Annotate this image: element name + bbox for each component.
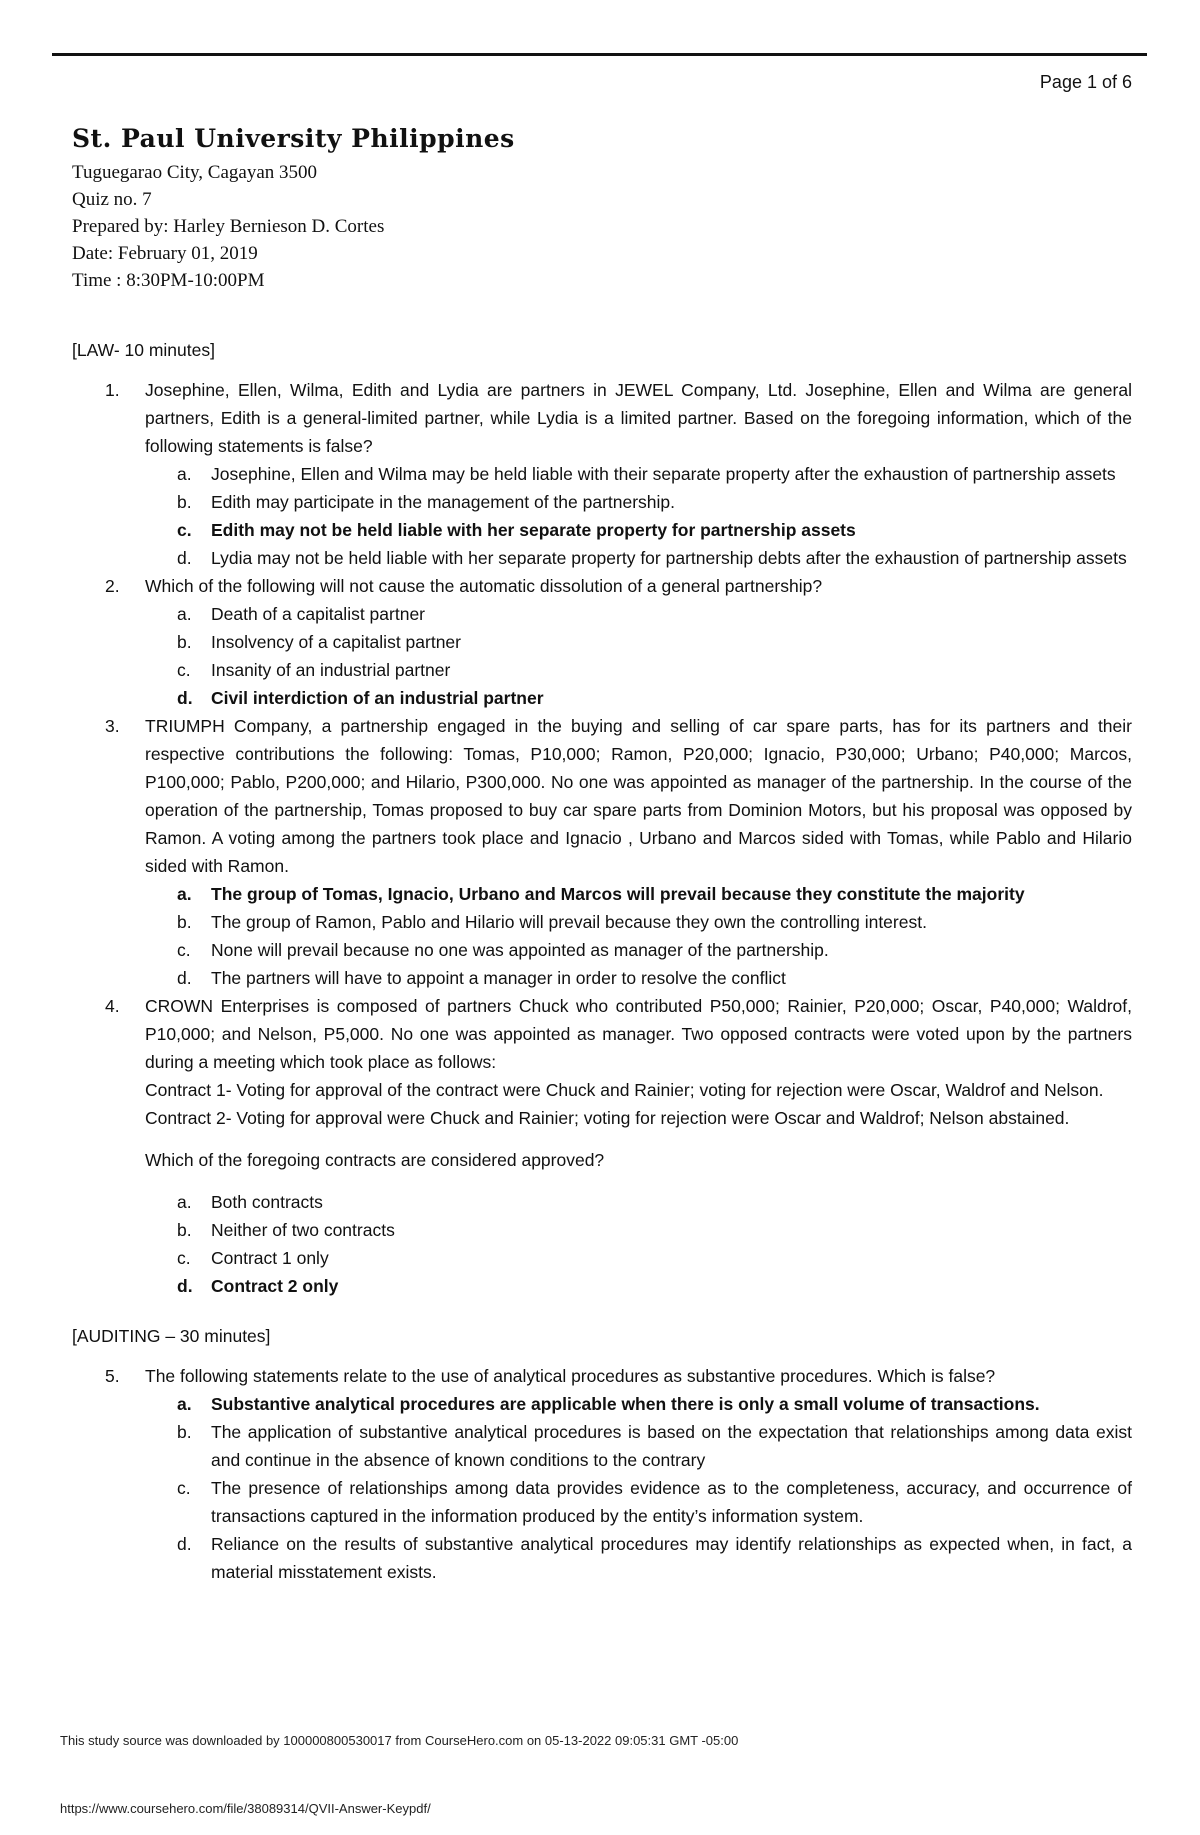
option-c: c. None will prevail because no one was appointed as manager of the partnership. <box>177 940 829 960</box>
source-url[interactable]: https://www.coursehero.com/file/38089314/QVII-Answer-Keypdf/ <box>60 1801 431 1816</box>
section-law-heading: [LAW- 10 minutes] <box>72 340 215 360</box>
option-b: b. Neither of two contracts <box>177 1220 395 1240</box>
section-auditing-heading: [AUDITING – 30 minutes] <box>72 1326 271 1346</box>
question-3 <box>105 712 1132 992</box>
question-text: Josephine, Ellen, Wilma, Edith and Lydia are partners in JEWEL Company, Ltd. Josephine, Ellen and Wilma are general partners, Edith is a general-limited partner, while Lydia is a limited partner. Based on the foregoing information, which of the following statements is false? <box>145 380 1132 456</box>
quiz-date: Date: February 01, 2019 <box>72 243 258 264</box>
top-rule <box>52 53 1147 56</box>
question-5 <box>105 1362 1132 1586</box>
prepared-by: Prepared by: Harley Bernieson D. Cortes <box>72 216 385 237</box>
question-text: CROWN Enterprises is composed of partners Chuck who contributed P50,000; Rainier, P20,000; Oscar, P40,000; Waldrof, P10,000; and Nelson, P5,000. No one was appointed as manager. Two opposed contracts were voted upon by the partners during a meeting which took place as follows: <box>145 996 1132 1072</box>
option-a: a. Death of a capitalist partner <box>177 604 426 624</box>
question-number: 2. <box>105 576 120 596</box>
question-1 <box>105 376 1132 572</box>
quiz-number: Quiz no. 7 <box>72 189 152 210</box>
question-4 <box>105 992 1132 1300</box>
option-a-answer: a. Substantive analytical procedures are applicable when there is only a small volume of transactions. <box>177 1394 1040 1414</box>
contract-2-text: Contract 2- Voting for approval were Chuck and Rainier; voting for rejection were Oscar and Waldrof; Nelson abstained. <box>145 1108 1070 1128</box>
question-number: 3. <box>105 716 120 736</box>
option-a: a. Both contracts <box>177 1192 323 1212</box>
option-c: c. Contract 1 only <box>177 1248 329 1268</box>
option-a: a. Josephine, Ellen and Wilma may be held liable with their separate property after the exhaustion of partnership assets <box>177 464 1116 484</box>
option-d-answer: d. Contract 2 only <box>177 1276 339 1296</box>
question-text: TRIUMPH Company, a partnership engaged in the buying and selling of car spare parts, has for its partners and their respective contributions the following: Tomas, P10,000; Ramon, P20,000; Ignacio, P30,000; Urbano; P40,000; Marcos, P100,000; Pablo, P200,000; and Hilario, P300,000. No one was appointed as manager of the partnership. In the course of the operation of the partnership, Tomas proposed to buy car spare parts from Dominion Motors, but his proposal was opposed by Ramon. A voting among the partners took place and Ignacio , Urbano and Marcos sided with Tomas, while Pablo and Hilario sided with Ramon. <box>145 716 1132 876</box>
option-d: d. The partners will have to appoint a manager in order to resolve the conflict <box>177 968 786 988</box>
question-text: The following statements relate to the use of analytical procedures as substantive procedures. Which is false? <box>145 1366 996 1386</box>
option-b: b. Insolvency of a capitalist partner <box>177 632 461 652</box>
option-d-answer: d. Civil interdiction of an industrial partner <box>177 688 544 708</box>
question-text: Which of the following will not cause the automatic dissolution of a general partnership? <box>145 576 823 596</box>
page-number: Page 1 of 6 <box>1039 72 1132 92</box>
option-c: c. Insanity of an industrial partner <box>177 660 451 680</box>
option-b: b. Edith may participate in the management of the partnership. <box>177 492 676 512</box>
question-2 <box>105 572 1132 712</box>
option-c: c. The presence of relationships among data provides evidence as to the completeness, accuracy, and occurrence of transactions captured in the information produced by the entity’s information system. <box>177 1478 1132 1526</box>
university-name: St. Paul University Philippines <box>72 124 515 153</box>
download-note: This study source was downloaded by 100000800530017 from CourseHero.com on 05-13-2022 09:05:31 GMT -05:00 <box>60 1733 739 1748</box>
document-header <box>72 124 515 294</box>
question-number: 4. <box>105 996 120 1016</box>
option-d: d. Lydia may not be held liable with her separate property for partnership debts after the exhaustion of partnership assets <box>177 548 1127 568</box>
option-c-answer: c. Edith may not be held liable with her separate property for partnership assets <box>177 520 856 540</box>
option-b: b. The application of substantive analytical procedures is based on the expectation that relationships among data exist and continue in the absence of known conditions to the contrary <box>177 1422 1132 1470</box>
option-d: d. Reliance on the results of substantive analytical procedures may identify relationships as expected when, in fact, a material misstatement exists. <box>177 1534 1132 1582</box>
contract-1-text: Contract 1- Voting for approval of the contract were Chuck and Rainier; voting for rejection were Oscar, Waldrof and Nelson. <box>145 1080 1104 1100</box>
quiz-time: Time : 8:30PM-10:00PM <box>72 270 265 291</box>
option-b: b. The group of Ramon, Pablo and Hilario will prevail because they own the controlling interest. <box>177 912 927 932</box>
question-number: 1. <box>105 380 120 400</box>
quiz-content <box>72 336 1132 1586</box>
option-a-answer: a. The group of Tomas, Ignacio, Urbano and Marcos will prevail because they constitute the majority <box>177 884 1025 904</box>
question-prompt: Which of the foregoing contracts are considered approved? <box>145 1150 605 1170</box>
question-number: 5. <box>105 1366 120 1386</box>
address: Tuguegarao City, Cagayan 3500 <box>72 162 318 183</box>
